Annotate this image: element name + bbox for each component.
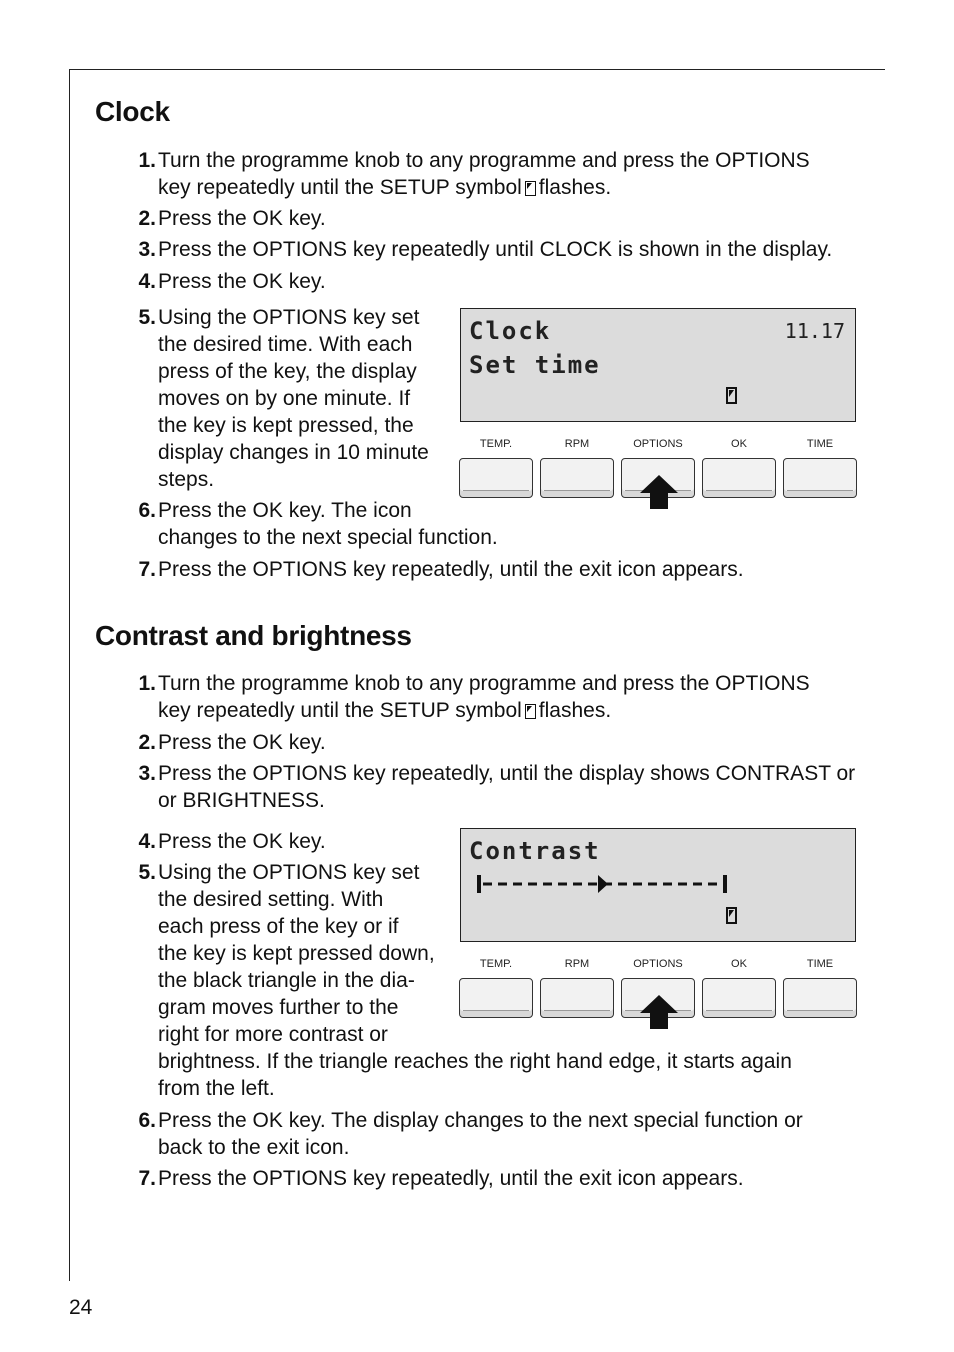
step-number: 5. [138, 861, 156, 884]
contrast-step-3 [134, 760, 884, 816]
step-text: Press the OK key. [158, 731, 326, 754]
contrast-heading: Contrast and brightness [95, 620, 412, 651]
step-text: Press the OPTIONS key repeatedly, until the exit icon appears. [158, 558, 744, 581]
temp-key[interactable] [459, 978, 533, 1018]
clock-keypad [458, 438, 860, 518]
clock-step-5 [134, 304, 444, 494]
display-time: 11.17 [784, 319, 845, 343]
step-text: Press the OK key. The icon changes to the next special function. [158, 499, 498, 549]
key-label-ok: OK [731, 958, 747, 970]
display-line-1: Clock [469, 317, 552, 345]
top-rule [69, 69, 885, 70]
key-label-temp: TEMP. [479, 958, 513, 970]
step-number: 6. [138, 499, 156, 522]
contrast-step-7 [134, 1165, 854, 1193]
clock-heading: Clock [95, 96, 170, 127]
rpm-key[interactable] [540, 978, 614, 1018]
ok-key[interactable] [702, 458, 776, 498]
setup-icon [525, 181, 536, 196]
step-number: 2. [138, 731, 156, 754]
slider-triangle [598, 875, 608, 893]
key-label-options: OPTIONS [633, 958, 683, 970]
step-text: Press the OK key. [158, 270, 326, 293]
step-text: flashes. [538, 176, 612, 199]
contrast-step-4 [134, 828, 444, 856]
contrast-step-2 [134, 729, 854, 757]
display-line-1: Contrast [469, 837, 601, 865]
clock-display [460, 308, 856, 422]
ok-key[interactable] [702, 978, 776, 1018]
key-label-options: OPTIONS [633, 438, 683, 450]
setup-icon [726, 387, 737, 404]
key-label-ok: OK [731, 438, 747, 450]
arrow-up-icon [640, 994, 678, 1030]
arrow-up-icon [640, 474, 678, 510]
step-number: 6. [138, 1109, 156, 1132]
step-number: 2. [138, 207, 156, 230]
time-key[interactable] [783, 978, 857, 1018]
step-number: 3. [138, 762, 156, 785]
step-text: Press the OPTIONS key repeatedly, until the exit icon appears. [158, 1167, 744, 1190]
step-text: Press the OPTIONS key repeatedly until CLOCK is shown in the display. [158, 238, 833, 261]
step-number: 3. [138, 238, 156, 261]
step-text: Press the OK key. [158, 830, 326, 853]
key-label-temp: TEMP. [479, 438, 513, 450]
step-text: flashes. [538, 699, 612, 722]
setup-icon [726, 907, 737, 924]
step-number: 1. [138, 149, 156, 172]
step-number: 4. [138, 830, 156, 853]
step-text: Press the OK key. The display changes to the next special function or back to the exit icon. [158, 1109, 803, 1159]
step-number: 7. [138, 1167, 156, 1190]
time-key[interactable] [783, 458, 857, 498]
step-number: 5. [138, 306, 156, 329]
clock-step-7 [134, 556, 854, 584]
rpm-key[interactable] [540, 458, 614, 498]
temp-key[interactable] [459, 458, 533, 498]
page-number: 24 [69, 1296, 93, 1319]
step-text: Turn the programme knob to any programme and press the OPTIONS key repeatedly until the SETUP symbol [158, 672, 810, 722]
key-label-rpm: RPM [564, 958, 590, 970]
left-rule [69, 69, 70, 1281]
step-text: Press the OK key. [158, 207, 326, 230]
contrast-step-6 [134, 1107, 874, 1163]
step-text: Press the OPTIONS key repeatedly, until the display shows CONTRAST or or BRIGHTNESS. [158, 762, 856, 812]
step-text: Turn the programme knob to any programme and press the OPTIONS key repeatedly until the SETUP symbol [158, 149, 810, 199]
contrast-display [460, 828, 856, 942]
key-label-time: TIME [806, 438, 834, 450]
key-label-time: TIME [806, 958, 834, 970]
step-text: Using the OPTIONS key set the desired setting. With each press of the key or if the key is kept pressed down, the black triangle in the dia- gram moves further to the right for more contrast or brightness. If the triangle reaches the right hand edge, it starts again from the left. [158, 861, 792, 1100]
step-number: 4. [138, 270, 156, 293]
clock-step-1 [134, 147, 854, 203]
step-text: Using the OPTIONS key set the desired time. With each press of the key, the display moves on by one minute. If the key is kept pressed, the display changes in 10 minute steps. [158, 306, 429, 491]
contrast-slider [473, 871, 733, 897]
contrast-step-1 [134, 670, 854, 726]
display-line-2: Set time [469, 351, 601, 379]
step-number: 7. [138, 558, 156, 581]
clock-step-2 [134, 205, 854, 233]
clock-step-4 [134, 268, 854, 296]
step-number: 1. [138, 672, 156, 695]
setup-icon [525, 704, 536, 719]
clock-step-3 [134, 236, 874, 264]
key-label-rpm: RPM [564, 438, 590, 450]
contrast-keypad [458, 958, 860, 1038]
